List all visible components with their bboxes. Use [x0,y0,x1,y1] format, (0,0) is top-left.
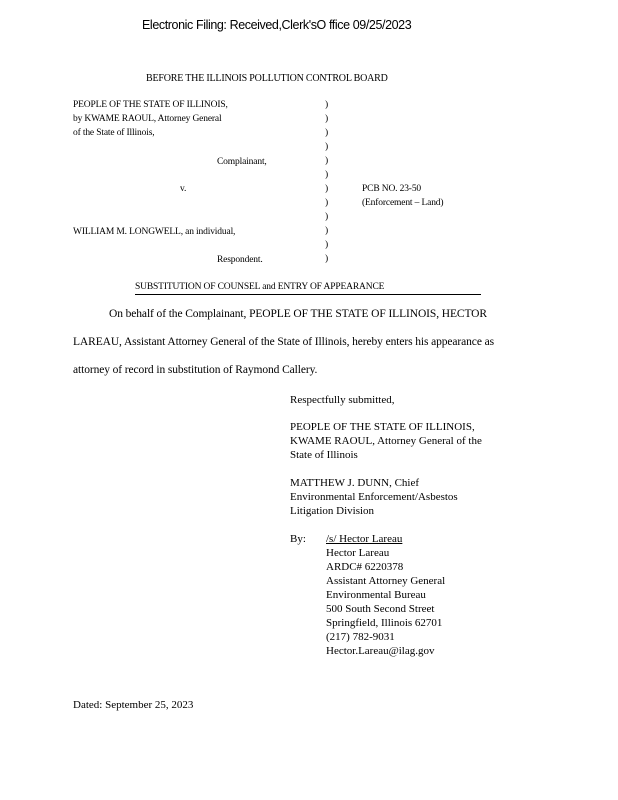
board-heading: BEFORE THE ILLINOIS POLLUTION CONTROL BOARD [146,73,388,84]
attorney-line: Environmental Bureau [326,589,426,601]
caption-parenthesis: ) [325,100,329,110]
caption-parenthesis: ) [325,114,329,124]
people-line: PEOPLE OF THE STATE OF ILLINOIS, [290,421,475,433]
caption-parenthesis: ) [325,212,329,222]
case-type: (Enforcement – Land) [362,198,444,208]
chief-line: Litigation Division [290,505,375,517]
filing-stamp: Electronic Filing: Received,Clerk'sO ffice 09/25/2023 [142,18,412,32]
attorney-line: (217) 782-9031 [326,631,395,643]
attorney-line: Hector Lareau [326,547,390,559]
people-block [290,420,482,462]
respondent-role: Respondent. [217,255,263,265]
complainant-line: by KWAME RAOUL, Attorney General [73,114,222,124]
attorney-line: Springfield, Illinois 62701 [326,617,443,629]
document-title: SUBSTITUTION OF COUNSEL and ENTRY OF APPEARANCE [135,282,385,292]
electronic-signature: /s/ Hector Lareau [326,533,403,545]
chief-line: MATTHEW J. DUNN, Chief [290,477,420,489]
attorney-line: Assistant Attorney General [326,575,446,587]
body-line: On behalf of the Complainant, PEOPLE OF THE STATE OF ILLINOIS, HECTOR [109,308,487,320]
body-line: attorney of record in substitution of Raymond Callery. [73,364,318,376]
caption-parenthesis: ) [325,254,329,264]
body-line: LAREAU, Assistant Attorney General of the State of Illinois, hereby enters his appearance as [73,336,494,348]
chief-block [290,476,458,518]
caption-parenthesis: ) [325,156,329,166]
attorney-line: ARDC# 6220378 [326,561,404,573]
caption-parenthesis: ) [325,184,329,194]
closing: Respectfully submitted, [290,394,395,406]
caption-parenthesis-column [325,98,328,266]
chief-line: Environmental Enforcement/Asbestos [290,491,458,503]
title-underline [135,294,481,295]
dated-line: Dated: September 25, 2023 [73,699,194,711]
versus: v. [180,184,187,194]
email-address: Hector.Lareau@ilag.gov [326,645,435,657]
people-line: State of Illinois [290,449,358,461]
respondent-name: WILLIAM M. LONGWELL, an individual, [73,227,236,237]
complainant-line: PEOPLE OF THE STATE OF ILLINOIS, [73,100,228,110]
case-number: PCB NO. 23-50 [362,184,422,194]
caption-parenthesis: ) [325,142,329,152]
caption-parenthesis: ) [325,128,329,138]
complainant-line: of the State of Illinois, [73,128,155,138]
caption-parenthesis: ) [325,240,329,250]
attorney-block [326,532,445,658]
by-label: By: [290,533,306,545]
complainant-role: Complainant, [217,157,267,167]
complainant-block [73,98,228,140]
attorney-line: 500 South Second Street [326,603,435,615]
caption-parenthesis: ) [325,226,329,236]
caption-parenthesis: ) [325,170,329,180]
caption-parenthesis: ) [325,198,329,208]
people-line: KWAME RAOUL, Attorney General of the [290,435,482,447]
